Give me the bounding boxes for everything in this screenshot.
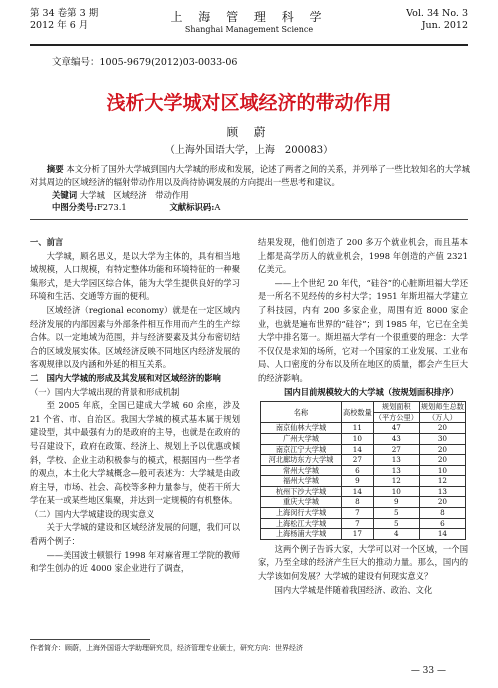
table-cell: 12 [373,476,419,487]
header-population-unit: （万人） [419,412,465,423]
table-cell: 南京江宁大学城 [261,444,342,455]
table-cell: 上海闵行大学城 [261,508,342,519]
header-area: 规划面积 [373,402,419,413]
table-cell: 10 [342,433,374,444]
table-cell: 河北廊坊东方大学城 [261,455,342,466]
table-cell: 27 [373,444,419,455]
table-cell: 20 [419,497,465,508]
header-right [406,8,468,32]
abstract-text: 本文分析了国外大学城到国内大学城的形成和发展，论述了两者之间的关系，并列举了一些比较知名的大学城对其周边的区域经济的辐射带动作用以及尚待协调发展的方向提出一些思考和建议。 [30,164,470,187]
clc-code: 中图分类号:F273.1 [52,202,127,212]
table-cell: 7 [342,508,374,519]
table-cell: 8 [419,508,465,519]
header-center [30,8,468,34]
header-population: 规划师生总数 [420,402,464,412]
abstract [30,163,470,188]
table-cell: 常州大学城 [261,465,342,476]
header-count: 高校数量 [342,402,374,423]
classification [52,201,260,213]
table-cell: 4 [373,529,419,540]
author-name: 顾 蔚 [226,125,272,139]
table-cell: 8 [342,497,374,508]
table-row [261,455,466,466]
paragraph: 结果发现，他们创造了 200 多万个就业机会，而且基本上都是高学历人的就业机会，1998 年创造的产值 2321 亿美元。 [258,237,468,275]
table-row [261,433,466,444]
table-cell: 福州大学城 [261,476,342,487]
table-row [261,497,466,508]
article-title: 浅析大学城对区域经济的带动作用 [106,92,392,114]
header-name: 名称 [261,402,342,423]
table-cell: 27 [342,455,374,466]
table-cell: 47 [373,423,419,434]
table-cell: 南京仙林大学城 [261,423,342,434]
table-row [261,518,466,529]
table-title: 国内目前规模较大的大学城（按规划面积排序） [284,386,459,397]
journal-name-en: Shanghai Management Science [184,25,314,34]
table-cell: 上海杨浦大学城 [261,529,342,540]
left-column [30,236,240,576]
running-header [30,8,468,42]
page-number: — 33 — [410,666,446,676]
header-area-unit: （平方公里） [374,413,418,423]
table-cell: 10 [373,486,419,497]
table-cell: 6 [419,518,465,529]
section-heading: 一、前言 [30,237,64,247]
volume-en: Vol. 34 No. 3 [406,8,468,19]
table-cell: 14 [342,444,374,455]
university-town-table [260,401,466,540]
table-cell: 6 [342,465,374,476]
table-cell: 5 [373,508,419,519]
volume-cn: 第 34 卷第 3 期 [30,8,99,19]
paragraph: 这两个例子告诉大家，大学可以对一个区域，一个国家，乃至全球的经济产生巨大的推动力量。那么，国内的大学该如何发展？大学城的建设有何现实意义？ [258,543,468,582]
table-cell: 13 [419,486,465,497]
table-cell: 12 [419,476,465,487]
table-cell: 13 [373,455,419,466]
section-heading: 二 国内大学城的形成及其发展和对区域经济的影响 [30,372,221,383]
keywords-text: 大学城 区域经济 带动作用 [79,190,189,200]
table-row [261,444,466,455]
journal-name-cn: 上 海 管 理 科 学 [170,10,328,24]
table-row [261,486,466,497]
right-column [258,236,468,597]
table-cell: 20 [419,444,465,455]
table-cell: 14 [342,486,374,497]
table-cell: 20 [419,455,465,466]
paragraph: 区域经济（regional economy）就是在一定区域内经济发展的内部因素与外部条件相互作用而产生的生产综合体。以一定地域为范围，并与经济要素及其分布密切结合的区域发展实体。区域经济反映不同地区内经济发展的客观规律以及内涵和外延的相互关系。 [30,304,240,370]
table-cell: 上海松江大学城 [261,518,342,529]
table-cell: 广州大学城 [261,433,342,444]
table-row [261,529,466,540]
table-cell: 20 [419,423,465,434]
article-number: 文章编号：1005-9679(2012)03-0033-06 [52,57,238,68]
table-cell: 17 [342,529,374,540]
table-cell: 14 [419,529,465,540]
header-rule [30,44,468,46]
table-cell: 9 [373,497,419,508]
paragraph: 国内大学城是伴随着我国经济、政治、文化 [274,584,433,595]
table-row [261,465,466,476]
author-affiliation: （上海外国语大学，上海 200083） [164,145,334,156]
table-row [261,508,466,519]
document-code: 文献标识码:A [169,202,221,212]
paragraph: ——美国波士顿银行 1998 年对麻省理工学院的教师和学生创办的近 4000 家企业进行了调查， [30,549,240,574]
abstract-label: 摘要 [46,164,64,174]
footnote-rule [30,639,150,640]
date-en: Jun. 2012 [421,20,468,31]
paragraph: 至 2005 年底，全国已建成大学城 60 余座，涉及 21 个省、市、自治区。我国大学城的模式基本属于规划建设型，其中最强有力的是政府的主导，也就是在政府的号召建设下，政府在政策、经济上、规划上予以优惠或倾斜，学校、企业主动积极参与的模式，根据国内一些学者的观点，本土化大学城概念—般可表述为：大学城是由政府主导，市场、社会、高校等多种力量参与，使若干所大学在某一或某些地区集聚，并达到一定规模的有机整体。 [30,400,240,506]
table-cell: 30 [419,433,465,444]
section-heading: （二）国内大学城建设的现实意义 [30,508,155,519]
table-cell: 11 [342,423,374,434]
paragraph: ——上个世纪 20 年代，“硅谷”的心脏斯坦福大学还是一所名不见经传的乡村大学；1951 年斯坦福大学建立了科技园，内有 200 多家企业，周围有近 8000 家企业，也就是遍布世界的“硅谷”；到 1985 年，它已在全美大学中排名第一。斯坦福大学有一个很重要的理念：大学不仅仅是求知的场所，它对一个国家的工业发展、工业布局、人口密度的分布以及所在地区的质量，都会产生巨大的经济影响。 [258,277,468,383]
section-heading: （一）国内大学城出现的背景和形成机制 [30,386,180,397]
keywords-label: 关键词 [52,190,78,200]
table-row [261,476,466,487]
table-cell: 7 [342,518,374,529]
table-cell: 重庆大学城 [261,497,342,508]
table-cell: 9 [342,476,374,487]
table-cell: 13 [373,465,419,476]
table-cell: 5 [373,518,419,529]
keywords [52,189,189,201]
table-row [261,423,466,434]
section-rule [30,219,468,220]
paragraph: 大学城，顾名思义，是以大学为主体的，具有相当地域规模，人口规模，有特定整体功能和环境特征的一种聚集形式，是大学园区综合体，能为大学生提供良好的学习环境和生活、交通等方面的便利。 [30,250,240,302]
author-footnote: 作者简介：顾蔚，上海外国语大学助理研究员，经济管理专业硕士，研究方向：世界经济 [30,644,303,652]
table-cell: 杭州下沙大学城 [261,486,342,497]
paragraph: 关于大学城的建设和区域经济发展的问题，我们可以看两个例子： [30,522,240,547]
table-cell: 10 [419,465,465,476]
table-cell: 43 [373,433,419,444]
date-cn: 2012 年 6 月 [30,20,89,31]
